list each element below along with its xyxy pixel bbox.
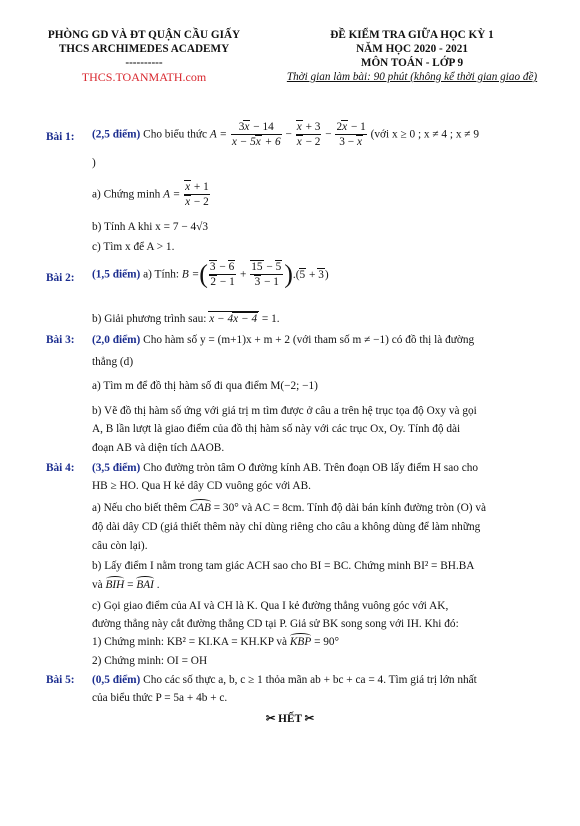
b3-label: Bài 3:	[46, 334, 75, 346]
subject: MÔN TOÁN - LỚP 9	[360, 57, 464, 69]
b1-a: a) Chứng minh A = $\frac{x + 1}{x - 2}$	[92, 181, 209, 208]
b2-b: b) Giải phương trình sau: x − 4x − 4 = 1.	[92, 313, 280, 325]
b4-c2: đường thẳng này cắt đường thẳng CD tại P. Giả sử BK song song với IH. Khi đó:	[92, 618, 459, 630]
b1-cond: (với x ≥ 0 ; x ≠ 4 ; x ≠ 9	[370, 128, 479, 141]
site-link[interactable]: THCS.TOANMATH.com	[81, 70, 207, 84]
b1-label: Bài 1:	[46, 131, 75, 143]
b4-a2: độ dài dây CD (giả thiết thêm này chỉ dùng riêng cho câu a không dùng để làm những	[92, 521, 481, 533]
dept-name: PHÒNG GD VÀ ĐT QUẬN CẦU GIẤY	[47, 29, 241, 41]
b1-stem: (2,5 điểm) Cho biểu thức A = $\frac{3x - 14}{x - 5x + 6}$ − $\frac{x + 3}{x - 2}$ − $\frac{2x - 1}{3 - x}$ (với x ≥ 0 ; x ≠ 4 ; x ≠ 9	[92, 121, 479, 148]
b2-a: (1,5 điểm) a) Tính: B =( $\frac{3 - 6}{2 - 1}$ + $\frac{15 - 5}{3 - 1}$ ).(5 + 3)	[92, 259, 329, 289]
header-right	[262, 28, 562, 84]
b1-b: b) Tính A khi x = 7 − 4√3	[92, 221, 209, 233]
b4-label: Bài 4:	[46, 462, 75, 474]
time-note: Thời gian làm bài: 90 phút (không kể thời gian giao đề)	[286, 71, 538, 83]
b1-points: (2,5 điểm)	[92, 128, 141, 141]
b1-frac-1: $\frac{3x - 14}{x - 5x + 6}$	[231, 121, 281, 148]
b5-label: Bài 5:	[46, 674, 75, 686]
b1-frac-3: $\frac{2x - 1}{3 - x}$	[336, 121, 366, 148]
b4-b1: b) Lấy điểm I nằm trong tam giác ACH sao cho BI = BC. Chứng minh BI² = BH.BA	[92, 560, 475, 572]
b4-c4: 2) Chứng minh: OI = OH	[92, 655, 208, 667]
b1-frac-2: $\frac{x + 3}{x - 2}$	[296, 121, 321, 148]
school-year: NĂM HỌC 2020 - 2021	[356, 43, 468, 55]
header-left	[28, 28, 260, 84]
b3-l2: thẳng (d)	[92, 356, 134, 368]
b5-l1: (0,5 điểm) Cho các số thực a, b, c ≥ 1 thỏa mãn ab + bc + ca = 4. Tìm giá trị lớn nhất	[92, 674, 477, 686]
b2-label: Bài 2:	[46, 272, 75, 284]
b4-a3: câu còn lại).	[92, 540, 148, 552]
b3-b3: đoạn AB và diện tích ΔAOB.	[92, 442, 225, 454]
b3-a: a) Tìm m để đồ thị hàm số đi qua điểm M(−2; −1)	[92, 380, 318, 392]
b4-b2: và BIH = BAI .	[92, 579, 160, 591]
b1-close: )	[92, 157, 96, 169]
b3-l1: (2,0 điểm) Cho hàm số y = (m+1)x + m + 2 (với tham số m ≠ −1) có đồ thị là đường	[92, 334, 475, 346]
b1-intro: Cho biểu thức	[143, 128, 208, 141]
dashes: ----------	[125, 57, 163, 69]
b2-points: (1,5 điểm)	[92, 268, 141, 281]
b4-l1: (3,5 điểm) Cho đường tròn tâm O đường kính AB. Trên đoạn OB lấy điểm H sao cho	[92, 462, 479, 474]
exam-title: ĐỀ KIỂM TRA GIỮA HỌC KỲ 1	[330, 29, 494, 41]
b1-c: c) Tìm x để A > 1.	[92, 241, 175, 253]
b3-b2: A, B lần lượt là giao điểm của đồ thị hàm số này với các trục Ox, Oy. Tính độ dài	[92, 423, 461, 435]
b4-l2: HB ≥ HO. Qua H kẻ dây CD vuông góc với AB.	[92, 480, 311, 492]
school-name: THCS ARCHIMEDES ACADEMY	[58, 43, 230, 55]
b4-a1: a) Nếu cho biết thêm CAB = 30° và AC = 8cm. Tính độ dài bán kính đường tròn (O) và	[92, 502, 487, 514]
b5-l2: của biểu thức P = 5a + 4b + c.	[92, 692, 228, 704]
b3-b1: b) Vẽ đồ thị hàm số ứng với giá trị m tìm được ở câu a trên hệ trục tọa độ Oxy và gọi	[92, 405, 477, 417]
end-mark: ✂ HẾT ✂	[265, 713, 315, 725]
b4-c3: 1) Chứng minh: KB² = KI.KA = KH.KP và KBP = 90°	[92, 636, 340, 648]
b4-c1: c) Gọi giao điểm của AI và CH là K. Qua I kẻ đường thẳng vuông góc với AK,	[92, 600, 449, 612]
